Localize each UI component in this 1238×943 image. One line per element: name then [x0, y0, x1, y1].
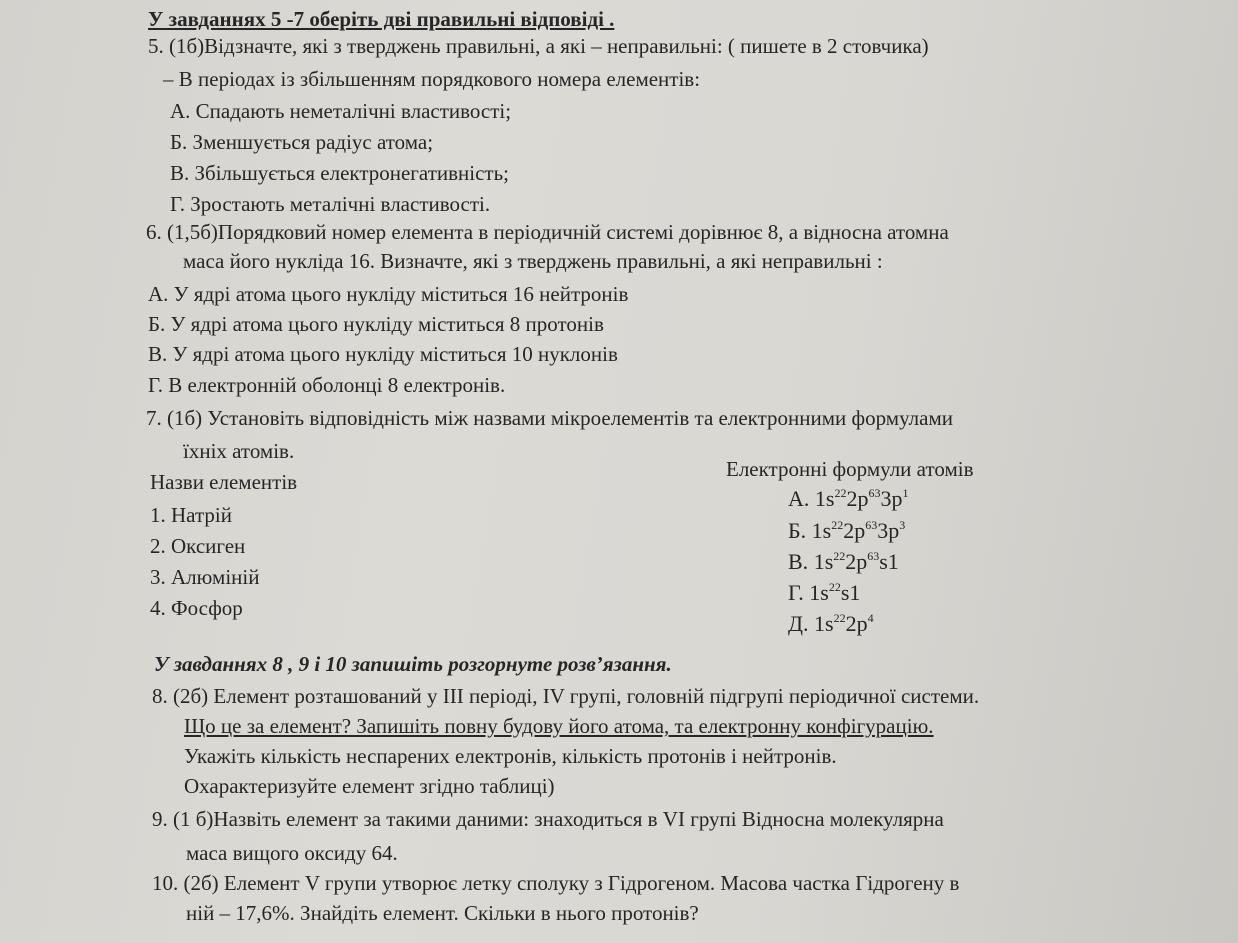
q8-line-4: Охарактеризуйте елемент згідно таблиці) — [184, 774, 555, 798]
q6-title-cont: маса його нукліда 16. Визначте, які з тверджень правильні, а які неправильні : — [183, 249, 883, 273]
q7-formula-c — [788, 549, 899, 575]
q7-formula-b — [788, 518, 905, 544]
q5-option-b: Б. Зменшується радіус атома; — [170, 130, 434, 154]
q5-title: 5. (1б)Відзначте, які з тверджень правильні, а які – неправильні: ( пишете в 2 стовчика) — [148, 34, 929, 58]
formula-label: Б. — [788, 518, 807, 543]
formula-text: $1s^{22}2p^{63}3p^3$ — [811, 518, 906, 543]
q5-option-d: Г. Зростають металічні властивості. — [170, 192, 491, 216]
q8-line-3: Укажіть кількість неспарених електронів, кількість протонів і нейтронів. — [184, 744, 837, 768]
q8-line-1: 8. (2б) Елемент розташований у III періоді, IV групі, головній підгрупі періодичної системи. — [152, 684, 980, 708]
q5-option-a: А. Спадають неметалічні властивості; — [170, 99, 512, 123]
q7-right-header: Електронні формули атомів — [726, 457, 974, 481]
q5-intro: – В періодах із збільшенням порядкового номера елементів: — [163, 67, 701, 91]
formula-text: $1s^{22}2p^{63}3p^1$ — [814, 486, 909, 511]
q10-line-1: 10. (2б) Елемент V групи утворює летку сполуку з Гідрогеном. Масова частка Гідрогену в — [152, 871, 960, 895]
q7-formula-d — [788, 580, 860, 606]
q7-formula-e — [788, 611, 874, 637]
q9-line-1: 9. (1 б)Назвіть елемент за такими даними: знаходиться в VI групі Відносна молекулярна — [152, 807, 944, 831]
q7-element-3: 3. Алюміній — [150, 565, 260, 589]
q8-line-2: Що це за елемент? Запишіть повну будову його атома, та електронну конфігурацію. — [184, 714, 934, 738]
formula-text: $1s^{22}2p^{63}s1$ — [813, 549, 899, 574]
q9-line-2: маса вищого оксиду 64. — [186, 841, 398, 865]
q7-left-header: Назви елементів — [150, 470, 298, 494]
q6-option-c: В. У ядрі атома цього нукліду міститься 10 нуклонів — [148, 342, 618, 366]
q6-title: 6. (1,5б)Порядковий номер елемента в періодичній системі дорівнює 8, а відносна атомна — [146, 220, 949, 244]
formula-text: $1s^{22}2p^4$ — [814, 611, 874, 636]
formula-text: $1s^{22}s1$ — [809, 580, 861, 605]
q7-formula-a — [788, 486, 908, 512]
formula-label: Г. — [788, 580, 804, 605]
q6-option-d: Г. В електронній оболонці 8 електронів. — [148, 373, 506, 397]
formula-label: Д. — [788, 611, 809, 636]
q7-title: 7. (1б) Установіть відповідність між назвами мікроелементів та електронними формулами — [146, 406, 954, 430]
q7-element-1: 1. Натрій — [150, 503, 232, 527]
q6-option-a: А. У ядрі атома цього нукліду міститься 16 нейтронів — [148, 282, 629, 306]
q10-line-2: ній – 17,6%. Знайдіть елемент. Скільки в нього протонів? — [186, 901, 699, 925]
q6-option-b: Б. У ядрі атома цього нукліду міститься 8 протонів — [148, 312, 604, 336]
q7-element-2: 2. Оксиген — [150, 534, 246, 558]
section-header-5-7: У завданнях 5 -7 оберіть дві правильні відповіді . — [148, 7, 615, 31]
formula-label: А. — [788, 486, 810, 511]
q7-title-cont: їхніх атомів. — [183, 439, 295, 463]
section-header-8-10: У завданнях 8 , 9 і 10 запишіть розгорнуте розв’язання. — [154, 652, 672, 676]
formula-label: В. — [788, 549, 809, 574]
q7-element-4: 4. Фосфор — [150, 596, 243, 620]
q5-option-c: В. Збільшується електронегативність; — [170, 161, 510, 185]
